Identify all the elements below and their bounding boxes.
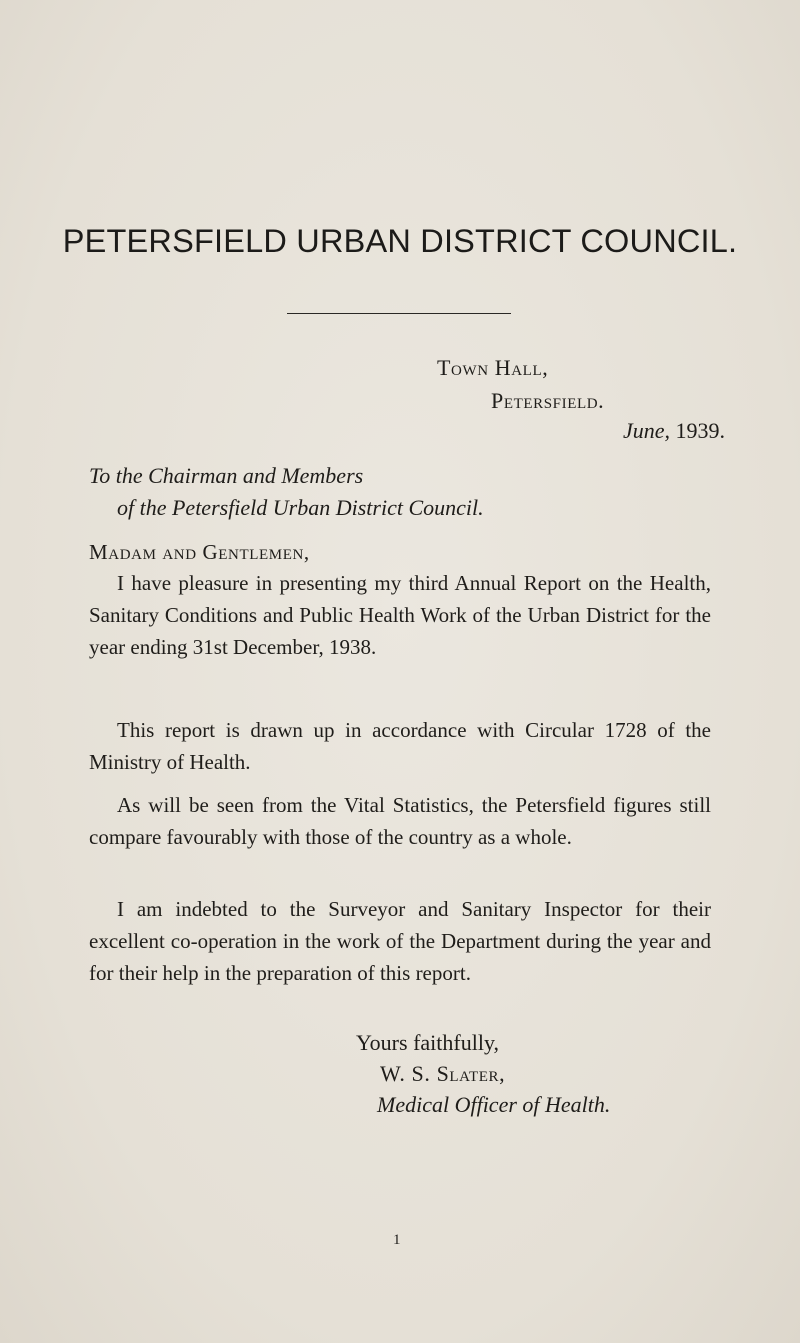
addressee-line-1: To the Chairman and Members	[89, 463, 364, 488]
title-divider	[287, 313, 511, 314]
letter-date	[623, 418, 725, 444]
date-year: 1939.	[675, 418, 726, 443]
address-line-1: Town Hall,	[437, 355, 549, 380]
council-title: PETERSFIELD URBAN DISTRICT COUNCIL.	[62, 223, 738, 259]
valediction: Yours faithfully,	[356, 1030, 500, 1055]
greeting: Madam and Gentlemen,	[89, 540, 310, 564]
paragraph	[89, 893, 711, 989]
paragraph-text: As will be seen from the Vital Statistics, the Petersfield figures still compare favourably with those of the country as a whole.	[89, 793, 711, 849]
paragraph	[89, 714, 711, 778]
signatory-name: W. S. Slater,	[380, 1061, 506, 1086]
paragraph	[89, 789, 711, 853]
date-month: June,	[623, 418, 671, 443]
signatory-title: Medical Officer of Health.	[377, 1092, 611, 1117]
address-line-2: Petersfield.	[491, 388, 605, 413]
paragraph-text: This report is drawn up in accordance with Circular 1728 of the Ministry of Health.	[89, 718, 711, 774]
page-number: 1	[393, 1232, 401, 1248]
paragraph	[89, 567, 711, 663]
paragraph-text: I have pleasure in presenting my third Annual Report on the Health, Sanitary Conditions and Public Health Work of the Urban District for the year ending 31st December, 1938.	[89, 571, 711, 659]
paragraph-text: I am indebted to the Surveyor and Sanitary Inspector for their excellent co-operation in the work of the Department during the year and for their help in the preparation of this report.	[89, 897, 711, 985]
addressee-line-2: of the Petersfield Urban District Council.	[117, 495, 484, 520]
